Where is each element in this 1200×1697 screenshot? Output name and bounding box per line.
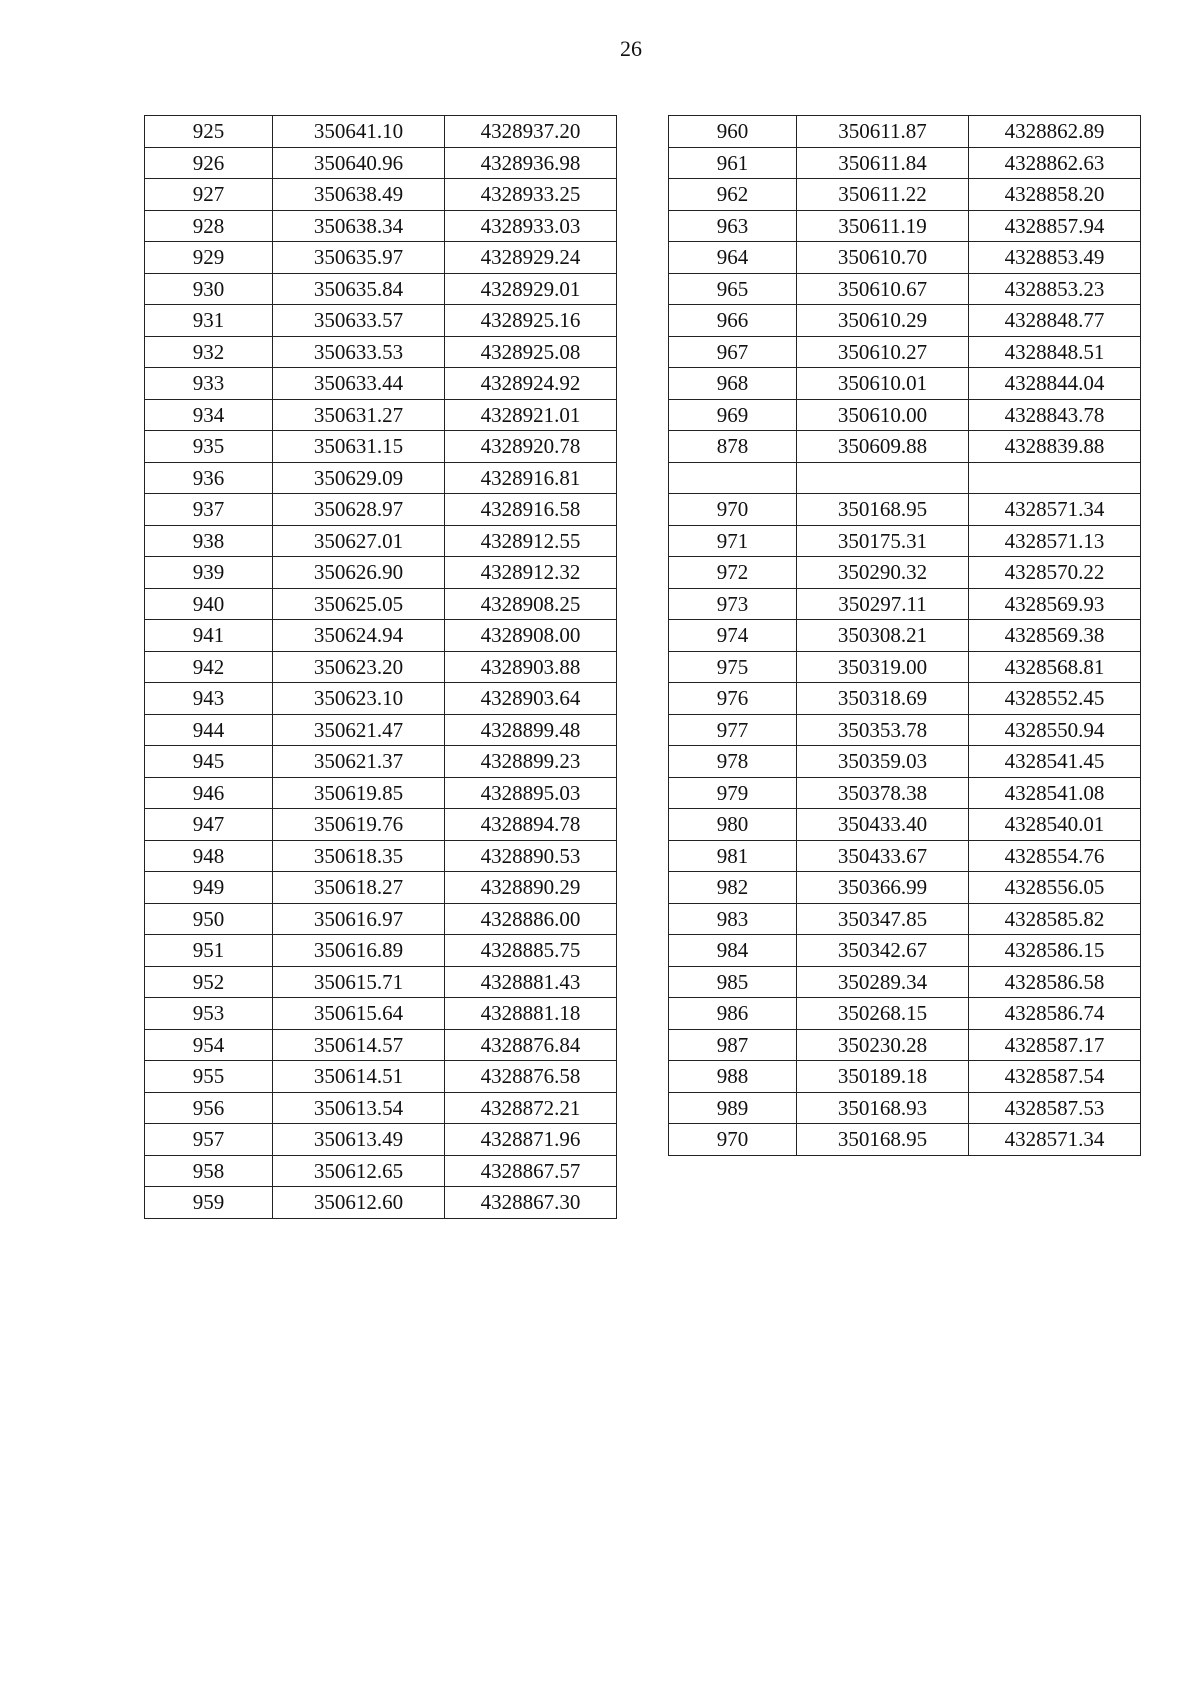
table-row [145, 651, 617, 683]
x-coordinate-cell: 350612.65 [273, 1155, 445, 1187]
y-coordinate-cell: 4328568.81 [969, 651, 1141, 683]
point-id-cell: 970 [669, 1124, 797, 1156]
point-id-cell: 976 [669, 683, 797, 715]
x-coordinate-cell: 350633.57 [273, 305, 445, 337]
point-id-cell: 972 [669, 557, 797, 589]
point-id-cell: 966 [669, 305, 797, 337]
y-coordinate-cell: 4328844.04 [969, 368, 1141, 400]
table-row [669, 305, 1141, 337]
point-id-cell: 949 [145, 872, 273, 904]
table-row [669, 903, 1141, 935]
x-coordinate-cell: 350621.37 [273, 746, 445, 778]
point-id-cell: 984 [669, 935, 797, 967]
point-id-cell: 950 [145, 903, 273, 935]
x-coordinate-cell: 350629.09 [273, 462, 445, 494]
x-coordinate-cell: 350624.94 [273, 620, 445, 652]
y-coordinate-cell: 4328853.23 [969, 273, 1141, 305]
table-row [145, 462, 617, 494]
y-coordinate-cell: 4328556.05 [969, 872, 1141, 904]
table-row [145, 746, 617, 778]
y-coordinate-cell: 4328587.54 [969, 1061, 1141, 1093]
table-row [145, 210, 617, 242]
x-coordinate-cell: 350623.20 [273, 651, 445, 683]
y-coordinate-cell: 4328570.22 [969, 557, 1141, 589]
point-id-cell: 953 [145, 998, 273, 1030]
table-row [669, 998, 1141, 1030]
y-coordinate-cell [969, 462, 1141, 494]
point-id-cell: 934 [145, 399, 273, 431]
table-row [145, 525, 617, 557]
point-id-cell: 943 [145, 683, 273, 715]
table-row [669, 525, 1141, 557]
y-coordinate-cell: 4328862.89 [969, 116, 1141, 148]
x-coordinate-cell: 350353.78 [797, 714, 969, 746]
table-row [669, 116, 1141, 148]
table-row [669, 1092, 1141, 1124]
y-coordinate-cell: 4328936.98 [445, 147, 617, 179]
x-coordinate-cell: 350631.15 [273, 431, 445, 463]
y-coordinate-cell: 4328585.82 [969, 903, 1141, 935]
point-id-cell: 956 [145, 1092, 273, 1124]
y-coordinate-cell: 4328867.57 [445, 1155, 617, 1187]
point-id-cell: 941 [145, 620, 273, 652]
table-row [669, 620, 1141, 652]
point-id-cell: 878 [669, 431, 797, 463]
point-id-cell: 925 [145, 116, 273, 148]
x-coordinate-cell: 350621.47 [273, 714, 445, 746]
table-row [669, 872, 1141, 904]
table-row [669, 368, 1141, 400]
y-coordinate-cell: 4328569.38 [969, 620, 1141, 652]
x-coordinate-cell: 350359.03 [797, 746, 969, 778]
y-coordinate-cell: 4328867.30 [445, 1187, 617, 1219]
y-coordinate-cell: 4328903.64 [445, 683, 617, 715]
point-id-cell: 971 [669, 525, 797, 557]
x-coordinate-cell: 350609.88 [797, 431, 969, 463]
table-row [669, 651, 1141, 683]
table-row [145, 872, 617, 904]
y-coordinate-cell: 4328848.77 [969, 305, 1141, 337]
table-row [669, 840, 1141, 872]
table-row [145, 1029, 617, 1061]
point-id-cell: 970 [669, 494, 797, 526]
y-coordinate-cell: 4328933.03 [445, 210, 617, 242]
x-coordinate-cell: 350616.97 [273, 903, 445, 935]
point-id-cell: 988 [669, 1061, 797, 1093]
y-coordinate-cell: 4328921.01 [445, 399, 617, 431]
table-row [145, 998, 617, 1030]
point-id-cell: 940 [145, 588, 273, 620]
x-coordinate-cell: 350268.15 [797, 998, 969, 1030]
point-id-cell: 935 [145, 431, 273, 463]
table-row [669, 557, 1141, 589]
point-id-cell: 986 [669, 998, 797, 1030]
point-id-cell: 962 [669, 179, 797, 211]
table-row [669, 494, 1141, 526]
x-coordinate-cell: 350627.01 [273, 525, 445, 557]
point-id-cell: 960 [669, 116, 797, 148]
point-id-cell: 985 [669, 966, 797, 998]
table-row [669, 1061, 1141, 1093]
y-coordinate-cell: 4328895.03 [445, 777, 617, 809]
table-row [145, 903, 617, 935]
point-id-cell: 977 [669, 714, 797, 746]
x-coordinate-cell: 350623.10 [273, 683, 445, 715]
y-coordinate-cell: 4328933.25 [445, 179, 617, 211]
y-coordinate-cell: 4328916.81 [445, 462, 617, 494]
table-row [669, 935, 1141, 967]
x-coordinate-cell: 350625.05 [273, 588, 445, 620]
y-coordinate-cell: 4328885.75 [445, 935, 617, 967]
table-row [669, 210, 1141, 242]
x-coordinate-cell: 350619.85 [273, 777, 445, 809]
point-id-cell: 969 [669, 399, 797, 431]
x-coordinate-cell: 350433.67 [797, 840, 969, 872]
table-row [669, 683, 1141, 715]
point-id-cell: 931 [145, 305, 273, 337]
table-row [145, 147, 617, 179]
x-coordinate-cell: 350614.51 [273, 1061, 445, 1093]
point-id-cell: 954 [145, 1029, 273, 1061]
x-coordinate-cell: 350628.97 [273, 494, 445, 526]
x-coordinate-cell: 350289.34 [797, 966, 969, 998]
x-coordinate-cell: 350168.95 [797, 494, 969, 526]
x-coordinate-cell: 350626.90 [273, 557, 445, 589]
table-row [669, 966, 1141, 998]
table-row [669, 179, 1141, 211]
x-coordinate-cell: 350610.29 [797, 305, 969, 337]
table-row [669, 336, 1141, 368]
point-id-cell: 938 [145, 525, 273, 557]
y-coordinate-cell: 4328925.08 [445, 336, 617, 368]
y-coordinate-cell: 4328881.43 [445, 966, 617, 998]
point-id-cell: 945 [145, 746, 273, 778]
point-id-cell: 982 [669, 872, 797, 904]
x-coordinate-cell: 350433.40 [797, 809, 969, 841]
y-coordinate-cell: 4328541.45 [969, 746, 1141, 778]
x-coordinate-cell: 350610.70 [797, 242, 969, 274]
y-coordinate-cell: 4328916.58 [445, 494, 617, 526]
x-coordinate-cell: 350611.84 [797, 147, 969, 179]
y-coordinate-cell: 4328899.48 [445, 714, 617, 746]
x-coordinate-cell: 350308.21 [797, 620, 969, 652]
table-row [145, 588, 617, 620]
table-row [145, 494, 617, 526]
point-id-cell: 927 [145, 179, 273, 211]
point-id-cell: 973 [669, 588, 797, 620]
x-coordinate-cell: 350610.01 [797, 368, 969, 400]
point-id-cell: 964 [669, 242, 797, 274]
y-coordinate-cell: 4328587.17 [969, 1029, 1141, 1061]
table-row [145, 1155, 617, 1187]
x-coordinate-cell: 350618.27 [273, 872, 445, 904]
y-coordinate-cell: 4328894.78 [445, 809, 617, 841]
table-row [145, 966, 617, 998]
y-coordinate-cell: 4328899.23 [445, 746, 617, 778]
y-coordinate-cell: 4328587.53 [969, 1092, 1141, 1124]
table-row [145, 336, 617, 368]
point-id-cell: 929 [145, 242, 273, 274]
x-coordinate-cell: 350613.49 [273, 1124, 445, 1156]
table-row [669, 746, 1141, 778]
x-coordinate-cell: 350378.38 [797, 777, 969, 809]
x-coordinate-cell: 350290.32 [797, 557, 969, 589]
point-id-cell: 980 [669, 809, 797, 841]
x-coordinate-cell: 350616.89 [273, 935, 445, 967]
table-row [669, 1124, 1141, 1156]
y-coordinate-cell: 4328881.18 [445, 998, 617, 1030]
x-coordinate-cell: 350611.19 [797, 210, 969, 242]
y-coordinate-cell: 4328857.94 [969, 210, 1141, 242]
y-coordinate-cell: 4328571.34 [969, 494, 1141, 526]
y-coordinate-cell: 4328912.55 [445, 525, 617, 557]
y-coordinate-cell: 4328848.51 [969, 336, 1141, 368]
coordinates-table-left [144, 115, 617, 1219]
table-row [145, 777, 617, 809]
point-id-cell: 974 [669, 620, 797, 652]
y-coordinate-cell: 4328541.08 [969, 777, 1141, 809]
table-row [145, 557, 617, 589]
y-coordinate-cell: 4328540.01 [969, 809, 1141, 841]
table-row [145, 714, 617, 746]
table-row [669, 588, 1141, 620]
table-row [145, 399, 617, 431]
y-coordinate-cell: 4328554.76 [969, 840, 1141, 872]
point-id-cell: 965 [669, 273, 797, 305]
y-coordinate-cell: 4328876.58 [445, 1061, 617, 1093]
y-coordinate-cell: 4328853.49 [969, 242, 1141, 274]
x-coordinate-cell: 350610.27 [797, 336, 969, 368]
point-id-cell: 959 [145, 1187, 273, 1219]
x-coordinate-cell: 350633.53 [273, 336, 445, 368]
point-id-cell: 926 [145, 147, 273, 179]
y-coordinate-cell: 4328586.58 [969, 966, 1141, 998]
table-row [669, 809, 1141, 841]
x-coordinate-cell: 350618.35 [273, 840, 445, 872]
x-coordinate-cell: 350189.18 [797, 1061, 969, 1093]
coordinates-table-right [668, 115, 1141, 1156]
y-coordinate-cell: 4328586.74 [969, 998, 1141, 1030]
point-id-cell: 967 [669, 336, 797, 368]
y-coordinate-cell: 4328586.15 [969, 935, 1141, 967]
y-coordinate-cell: 4328839.88 [969, 431, 1141, 463]
y-coordinate-cell: 4328908.00 [445, 620, 617, 652]
table-row [669, 431, 1141, 463]
table-row [669, 714, 1141, 746]
point-id-cell: 944 [145, 714, 273, 746]
x-coordinate-cell: 350319.00 [797, 651, 969, 683]
y-coordinate-cell: 4328571.34 [969, 1124, 1141, 1156]
y-coordinate-cell: 4328937.20 [445, 116, 617, 148]
table-row [145, 1092, 617, 1124]
point-id-cell: 948 [145, 840, 273, 872]
point-id-cell: 957 [145, 1124, 273, 1156]
x-coordinate-cell: 350297.11 [797, 588, 969, 620]
y-coordinate-cell: 4328903.88 [445, 651, 617, 683]
y-coordinate-cell: 4328924.92 [445, 368, 617, 400]
point-id-cell: 928 [145, 210, 273, 242]
table-row [669, 399, 1141, 431]
y-coordinate-cell: 4328890.29 [445, 872, 617, 904]
x-coordinate-cell: 350611.87 [797, 116, 969, 148]
point-id-cell: 963 [669, 210, 797, 242]
x-coordinate-cell: 350347.85 [797, 903, 969, 935]
point-id-cell: 983 [669, 903, 797, 935]
point-id-cell: 947 [145, 809, 273, 841]
table-row [145, 620, 617, 652]
table-row [669, 1029, 1141, 1061]
y-coordinate-cell: 4328908.25 [445, 588, 617, 620]
x-coordinate-cell: 350638.49 [273, 179, 445, 211]
table-row [145, 1124, 617, 1156]
point-id-cell: 932 [145, 336, 273, 368]
page-number: 26 [620, 36, 642, 61]
table-row [145, 116, 617, 148]
point-id-cell: 987 [669, 1029, 797, 1061]
table-row [145, 273, 617, 305]
point-id-cell: 952 [145, 966, 273, 998]
y-coordinate-cell: 4328920.78 [445, 431, 617, 463]
table-row [145, 683, 617, 715]
y-coordinate-cell: 4328571.13 [969, 525, 1141, 557]
point-id-cell: 936 [145, 462, 273, 494]
point-id-cell: 946 [145, 777, 273, 809]
x-coordinate-cell: 350366.99 [797, 872, 969, 904]
x-coordinate-cell: 350168.95 [797, 1124, 969, 1156]
point-id-cell: 975 [669, 651, 797, 683]
point-id-cell: 942 [145, 651, 273, 683]
point-id-cell: 930 [145, 273, 273, 305]
y-coordinate-cell: 4328886.00 [445, 903, 617, 935]
y-coordinate-cell: 4328929.24 [445, 242, 617, 274]
x-coordinate-cell: 350613.54 [273, 1092, 445, 1124]
x-coordinate-cell: 350615.71 [273, 966, 445, 998]
y-coordinate-cell: 4328876.84 [445, 1029, 617, 1061]
x-coordinate-cell: 350230.28 [797, 1029, 969, 1061]
y-coordinate-cell: 4328872.21 [445, 1092, 617, 1124]
x-coordinate-cell: 350611.22 [797, 179, 969, 211]
x-coordinate-cell: 350318.69 [797, 683, 969, 715]
table-row [669, 777, 1141, 809]
y-coordinate-cell: 4328552.45 [969, 683, 1141, 715]
point-id-cell: 979 [669, 777, 797, 809]
table-row [145, 935, 617, 967]
table-row [145, 1187, 617, 1219]
table-row [145, 1061, 617, 1093]
x-coordinate-cell: 350635.97 [273, 242, 445, 274]
point-id-cell: 961 [669, 147, 797, 179]
y-coordinate-cell: 4328858.20 [969, 179, 1141, 211]
table-row [145, 431, 617, 463]
x-coordinate-cell: 350615.64 [273, 998, 445, 1030]
point-id-cell: 933 [145, 368, 273, 400]
y-coordinate-cell: 4328843.78 [969, 399, 1141, 431]
point-id-cell: 939 [145, 557, 273, 589]
x-coordinate-cell: 350610.00 [797, 399, 969, 431]
table-row [145, 242, 617, 274]
table-row [669, 242, 1141, 274]
y-coordinate-cell: 4328890.53 [445, 840, 617, 872]
x-coordinate-cell: 350638.34 [273, 210, 445, 242]
x-coordinate-cell: 350633.44 [273, 368, 445, 400]
point-id-cell: 955 [145, 1061, 273, 1093]
y-coordinate-cell: 4328912.32 [445, 557, 617, 589]
point-id-cell: 968 [669, 368, 797, 400]
point-id-cell: 981 [669, 840, 797, 872]
x-coordinate-cell: 350631.27 [273, 399, 445, 431]
table-row [145, 840, 617, 872]
y-coordinate-cell: 4328929.01 [445, 273, 617, 305]
point-id-cell: 937 [145, 494, 273, 526]
table-row [669, 462, 1141, 494]
point-id-cell [669, 462, 797, 494]
table-row [669, 147, 1141, 179]
x-coordinate-cell: 350640.96 [273, 147, 445, 179]
point-id-cell: 958 [145, 1155, 273, 1187]
x-coordinate-cell: 350610.67 [797, 273, 969, 305]
y-coordinate-cell: 4328862.63 [969, 147, 1141, 179]
point-id-cell: 951 [145, 935, 273, 967]
y-coordinate-cell: 4328569.93 [969, 588, 1141, 620]
table-row [669, 273, 1141, 305]
table-row [145, 305, 617, 337]
x-coordinate-cell: 350175.31 [797, 525, 969, 557]
x-coordinate-cell: 350614.57 [273, 1029, 445, 1061]
x-coordinate-cell: 350635.84 [273, 273, 445, 305]
x-coordinate-cell [797, 462, 969, 494]
point-id-cell: 978 [669, 746, 797, 778]
table-row [145, 179, 617, 211]
point-id-cell: 989 [669, 1092, 797, 1124]
x-coordinate-cell: 350619.76 [273, 809, 445, 841]
table-row [145, 809, 617, 841]
x-coordinate-cell: 350641.10 [273, 116, 445, 148]
y-coordinate-cell: 4328871.96 [445, 1124, 617, 1156]
x-coordinate-cell: 350612.60 [273, 1187, 445, 1219]
y-coordinate-cell: 4328925.16 [445, 305, 617, 337]
x-coordinate-cell: 350342.67 [797, 935, 969, 967]
y-coordinate-cell: 4328550.94 [969, 714, 1141, 746]
x-coordinate-cell: 350168.93 [797, 1092, 969, 1124]
table-row [145, 368, 617, 400]
